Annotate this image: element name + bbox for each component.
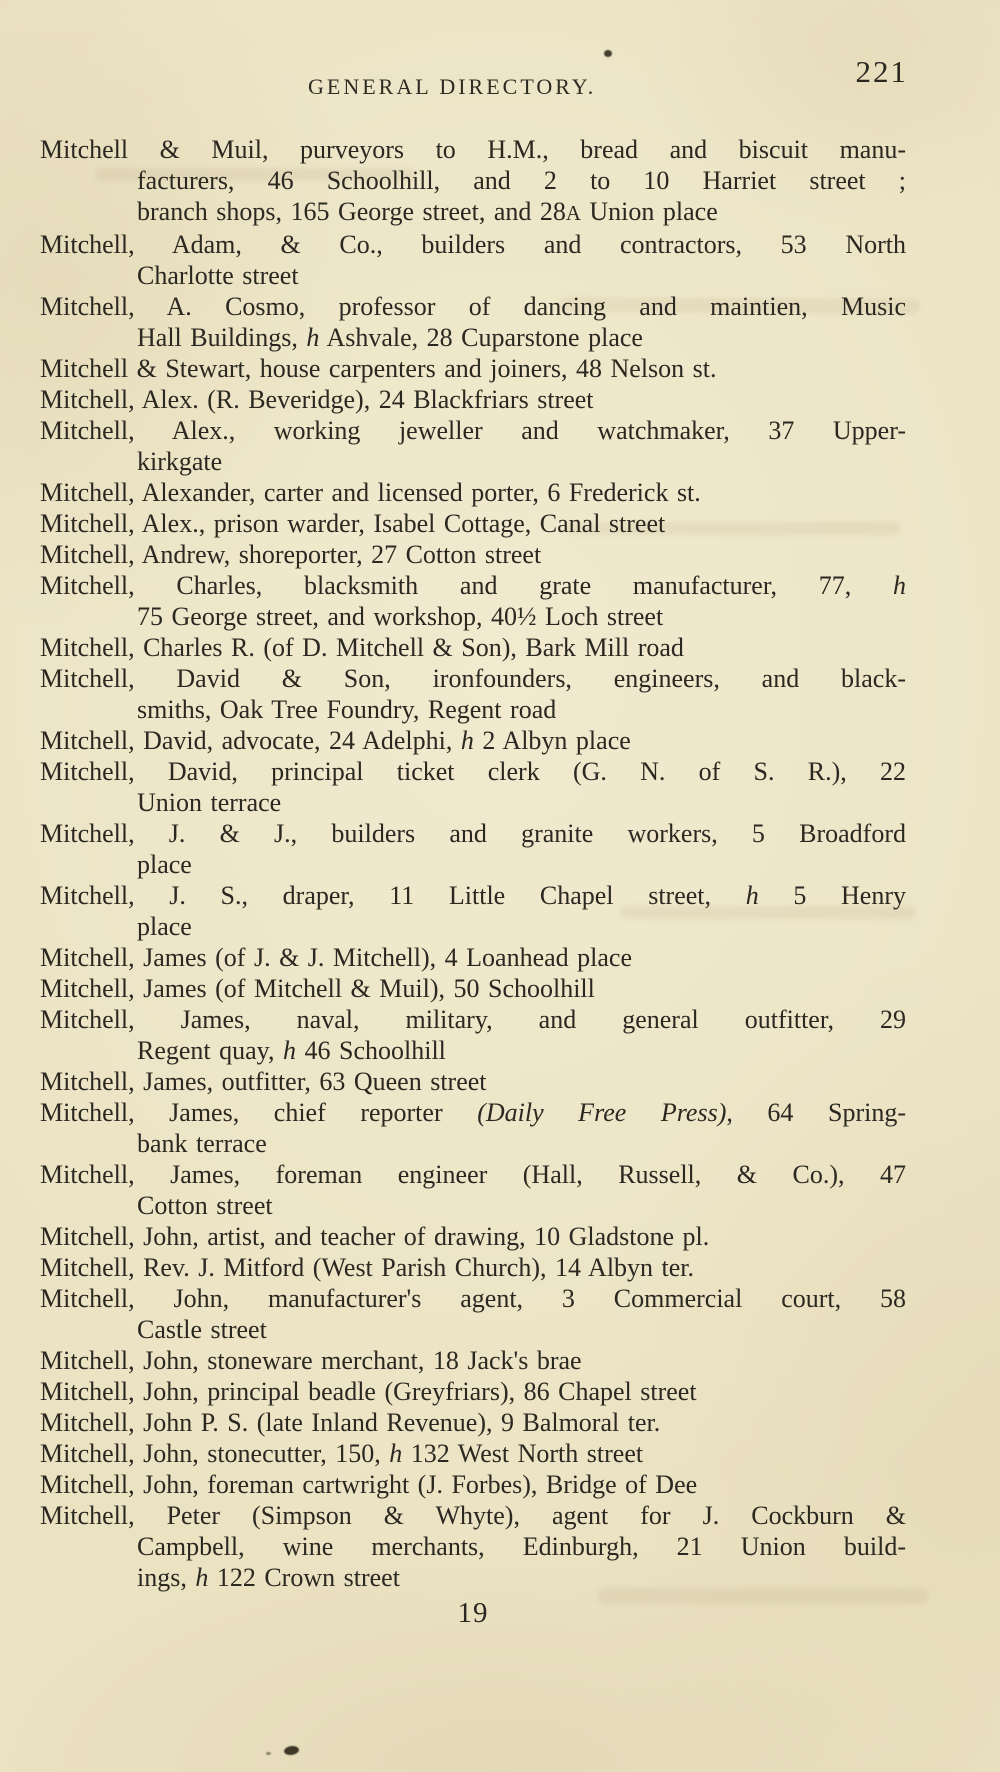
entry-line: Mitchell & Muil, purveyors to H.M., bread and biscuit manu- bbox=[40, 135, 906, 164]
directory-entry bbox=[40, 632, 906, 663]
entry-line: Mitchell, David, advocate, 24 Adelphi, h 2 Albyn place bbox=[40, 726, 631, 755]
entry-line: Mitchell, Charles, blacksmith and grate manufacturer, 77, h bbox=[40, 571, 906, 600]
entry-line: Mitchell, J. S., draper, 11 Little Chapel street, h 5 Henry bbox=[40, 881, 906, 910]
entry-line: Mitchell, James, outfitter, 63 Queen street bbox=[40, 1067, 487, 1096]
entry-line: Mitchell, Peter (Simpson & Whyte), agent for J. Cockburn & bbox=[40, 1501, 906, 1530]
entry-line: Mitchell, Charles R. (of D. Mitchell & Son), Bark Mill road bbox=[40, 633, 684, 662]
entry-line: Mitchell, Alex. (R. Beveridge), 24 Blackfriars street bbox=[40, 385, 594, 414]
entry-line: Castle street bbox=[137, 1315, 267, 1344]
entry-line: Mitchell, John P. S. (late Inland Revenue), 9 Balmoral ter. bbox=[40, 1408, 661, 1437]
entry-line: kirkgate bbox=[137, 447, 223, 476]
entry-line: bank terrace bbox=[137, 1129, 267, 1158]
entry-line: facturers, 46 Schoolhill, and 2 to 10 Harriet street ; bbox=[137, 166, 906, 195]
entry-line: branch shops, 165 George street, and 28A Union place bbox=[137, 197, 718, 226]
directory-entry bbox=[40, 477, 906, 508]
entry-line: Union terrace bbox=[137, 788, 282, 817]
entry-line: ings, h 122 Crown street bbox=[137, 1563, 400, 1592]
directory-entry bbox=[40, 134, 906, 229]
entry-line: Mitchell, James, chief reporter (Daily Free Press), 64 Spring- bbox=[40, 1098, 907, 1127]
entry-line: Mitchell, Andrew, shoreporter, 27 Cotton street bbox=[40, 540, 542, 569]
entry-line: Mitchell, J. & J., builders and granite workers, 5 Broadford bbox=[40, 819, 906, 848]
directory-entry bbox=[40, 1376, 906, 1407]
entry-line: Mitchell, David & Son, ironfounders, engineers, and black- bbox=[40, 664, 906, 693]
directory-entry bbox=[40, 973, 906, 1004]
entry-line: Mitchell & Stewart, house carpenters and joiners, 48 Nelson st. bbox=[40, 354, 717, 383]
entry-line: Mitchell, Alex., prison warder, Isabel Cottage, Canal street bbox=[40, 509, 666, 538]
entry-line: Mitchell, David, principal ticket clerk (G. N. of S. R.), 22 bbox=[40, 757, 906, 786]
entry-line: Mitchell, Adam, & Co., builders and contractors, 53 North bbox=[40, 230, 906, 259]
entry-line: Mitchell, James, foreman engineer (Hall, Russell, & Co.), 47 bbox=[40, 1160, 906, 1189]
directory-entry bbox=[40, 1004, 906, 1066]
directory-entries bbox=[40, 134, 906, 1593]
directory-entry bbox=[40, 570, 906, 632]
directory-entry bbox=[40, 229, 906, 291]
entry-line: Hall Buildings, h Ashvale, 28 Cuparstone place bbox=[137, 323, 643, 352]
directory-entry bbox=[40, 1469, 906, 1500]
entry-line: Mitchell, Rev. J. Mitford (West Parish Church), 14 Albyn ter. bbox=[40, 1253, 695, 1282]
directory-entry bbox=[40, 1345, 906, 1376]
entry-line: Mitchell, A. Cosmo, professor of dancing and maintien, Music bbox=[40, 292, 906, 321]
directory-entry bbox=[40, 1407, 906, 1438]
entry-line: place bbox=[137, 912, 192, 941]
directory-entry bbox=[40, 291, 906, 353]
directory-entry bbox=[40, 756, 906, 818]
ink-blot bbox=[283, 1745, 299, 1756]
directory-entry bbox=[40, 1066, 906, 1097]
directory-entry bbox=[40, 1252, 906, 1283]
entry-line: Mitchell, John, manufacturer's agent, 3 Commercial court, 58 bbox=[40, 1284, 906, 1313]
entry-line: Mitchell, James (of Mitchell & Muil), 50 Schoolhill bbox=[40, 974, 595, 1003]
directory-entry bbox=[40, 725, 906, 756]
page-number: 221 bbox=[855, 54, 908, 89]
entry-line: Mitchell, John, artist, and teacher of drawing, 10 Gladstone pl. bbox=[40, 1222, 710, 1251]
running-head: GENERAL DIRECTORY. bbox=[308, 74, 597, 99]
entry-line: place bbox=[137, 850, 192, 879]
entry-line: Campbell, wine merchants, Edinburgh, 21 Union build- bbox=[137, 1532, 906, 1561]
directory-entry bbox=[40, 384, 906, 415]
directory-entry bbox=[40, 663, 906, 725]
entry-line: Mitchell, John, principal beadle (Greyfriars), 86 Chapel street bbox=[40, 1377, 697, 1406]
directory-entry bbox=[40, 415, 906, 477]
directory-entry bbox=[40, 1159, 906, 1221]
directory-entry bbox=[40, 353, 906, 384]
entry-line: Mitchell, James (of J. & J. Mitchell), 4 Loanhead place bbox=[40, 943, 633, 972]
directory-entry bbox=[40, 1283, 906, 1345]
entry-line: Cotton street bbox=[137, 1191, 273, 1220]
directory-entry bbox=[40, 508, 906, 539]
directory-entry bbox=[40, 818, 906, 880]
entry-line: Charlotte street bbox=[137, 261, 299, 290]
directory-entry bbox=[40, 880, 906, 942]
entry-line: smiths, Oak Tree Foundry, Regent road bbox=[137, 695, 557, 724]
entry-line: Mitchell, Alexander, carter and licensed porter, 6 Frederick st. bbox=[40, 478, 701, 507]
entry-line: Mitchell, John, stonecutter, 150, h 132 West North street bbox=[40, 1439, 644, 1468]
ink-speck bbox=[604, 50, 612, 57]
directory-entry bbox=[40, 1097, 906, 1159]
entry-line: Regent quay, h 46 Schoolhill bbox=[137, 1036, 446, 1065]
entry-line: Mitchell, James, naval, military, and general outfitter, 29 bbox=[40, 1005, 906, 1034]
entry-line: Mitchell, Alex., working jeweller and watchmaker, 37 Upper- bbox=[40, 416, 906, 445]
ink-speck bbox=[266, 1752, 271, 1755]
directory-entry bbox=[40, 1221, 906, 1252]
directory-entry bbox=[40, 1438, 906, 1469]
directory-entry bbox=[40, 1500, 906, 1593]
directory-entry bbox=[40, 942, 906, 973]
entry-line: 75 George street, and workshop, 40½ Loch street bbox=[137, 602, 664, 631]
entry-line: Mitchell, John, foreman cartwright (J. Forbes), Bridge of Dee bbox=[40, 1470, 698, 1499]
directory-entry bbox=[40, 539, 906, 570]
signature-mark: 19 bbox=[457, 1597, 489, 1629]
entry-line: Mitchell, John, stoneware merchant, 18 Jack's brae bbox=[40, 1346, 582, 1375]
